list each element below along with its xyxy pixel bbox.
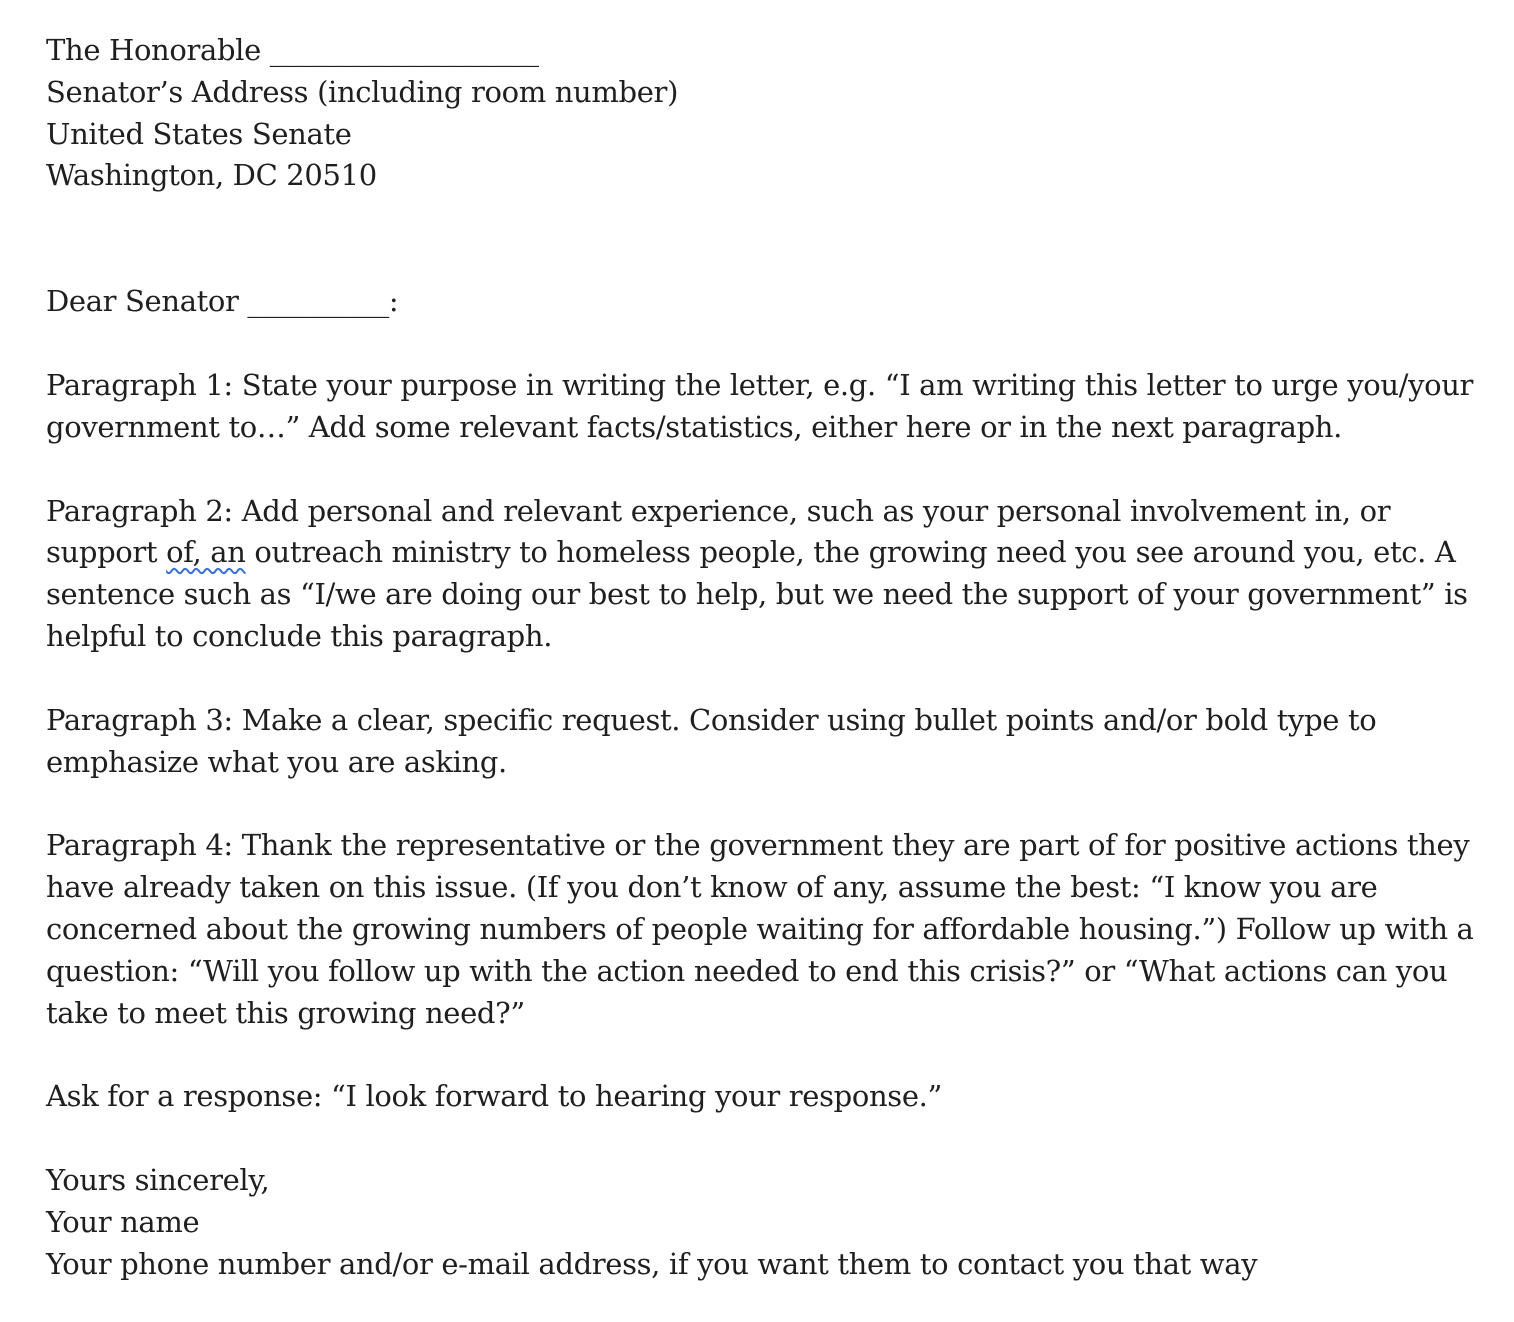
spacer <box>46 449 1486 491</box>
spacer <box>46 658 1486 700</box>
address-line-senator-address: Senator’s Address (including room number) <box>46 74 679 109</box>
paragraph-2-text-end: outreach ministry to homeless people, the growing need you see around you, etc. A sentence such as “I/we are doing our best to help, but we need the support of your government” is helpful to conclude this paragraph. <box>46 535 1468 653</box>
spacer <box>46 323 1486 365</box>
spacer <box>46 1034 1486 1076</box>
spellcheck-flagged-text[interactable]: of, an <box>166 535 246 570</box>
paragraph-4: Paragraph 4: Thank the representative or the government they are part of for positive actions they have already taken on this issue. (If you don’t know of any, assume the best: “I know you are concerned about the growing numbers of people waiting for affordable housing.”) Follow up with a question: “Will you follow up with the action needed to end this crisis?” or “What actions can you take to meet this growing need?” <box>46 828 1474 1030</box>
closing-sincerely: Yours sincerely, <box>46 1163 270 1198</box>
address-line-honorable: The Honorable ___________________ <box>46 33 539 67</box>
closing-contact: Your phone number and/or e-mail address, if you want them to contact you that way <box>46 1246 1258 1281</box>
address-line-city: Washington, DC 20510 <box>46 158 377 193</box>
address-block <box>46 30 1486 197</box>
address-line-senate: United States Senate <box>46 116 352 151</box>
paragraph-1: Paragraph 1: State your purpose in writing the letter, e.g. “I am writing this letter to urge you/your government to…” Add some relevant facts/statistics, either here or in the next paragraph. <box>46 367 1474 444</box>
paragraph-2 <box>46 491 1486 658</box>
paragraph-3: Paragraph 3: Make a clear, specific request. Consider using bullet points and/or bold type to emphasize what you are asking. <box>46 702 1377 779</box>
spacer <box>46 197 1486 281</box>
salutation: Dear Senator __________: <box>46 284 399 319</box>
spacer <box>46 783 1486 825</box>
spacer <box>46 1118 1486 1160</box>
closing-block <box>46 1160 1486 1285</box>
closing-name: Your name <box>46 1204 200 1239</box>
letter-document <box>46 30 1486 1286</box>
ask-for-response: Ask for a response: “I look forward to hearing your response.” <box>46 1079 942 1114</box>
paragraph-2-text-start: Paragraph 2: Add personal and relevant experience, such as your personal involvement in, or support <box>46 493 1391 570</box>
